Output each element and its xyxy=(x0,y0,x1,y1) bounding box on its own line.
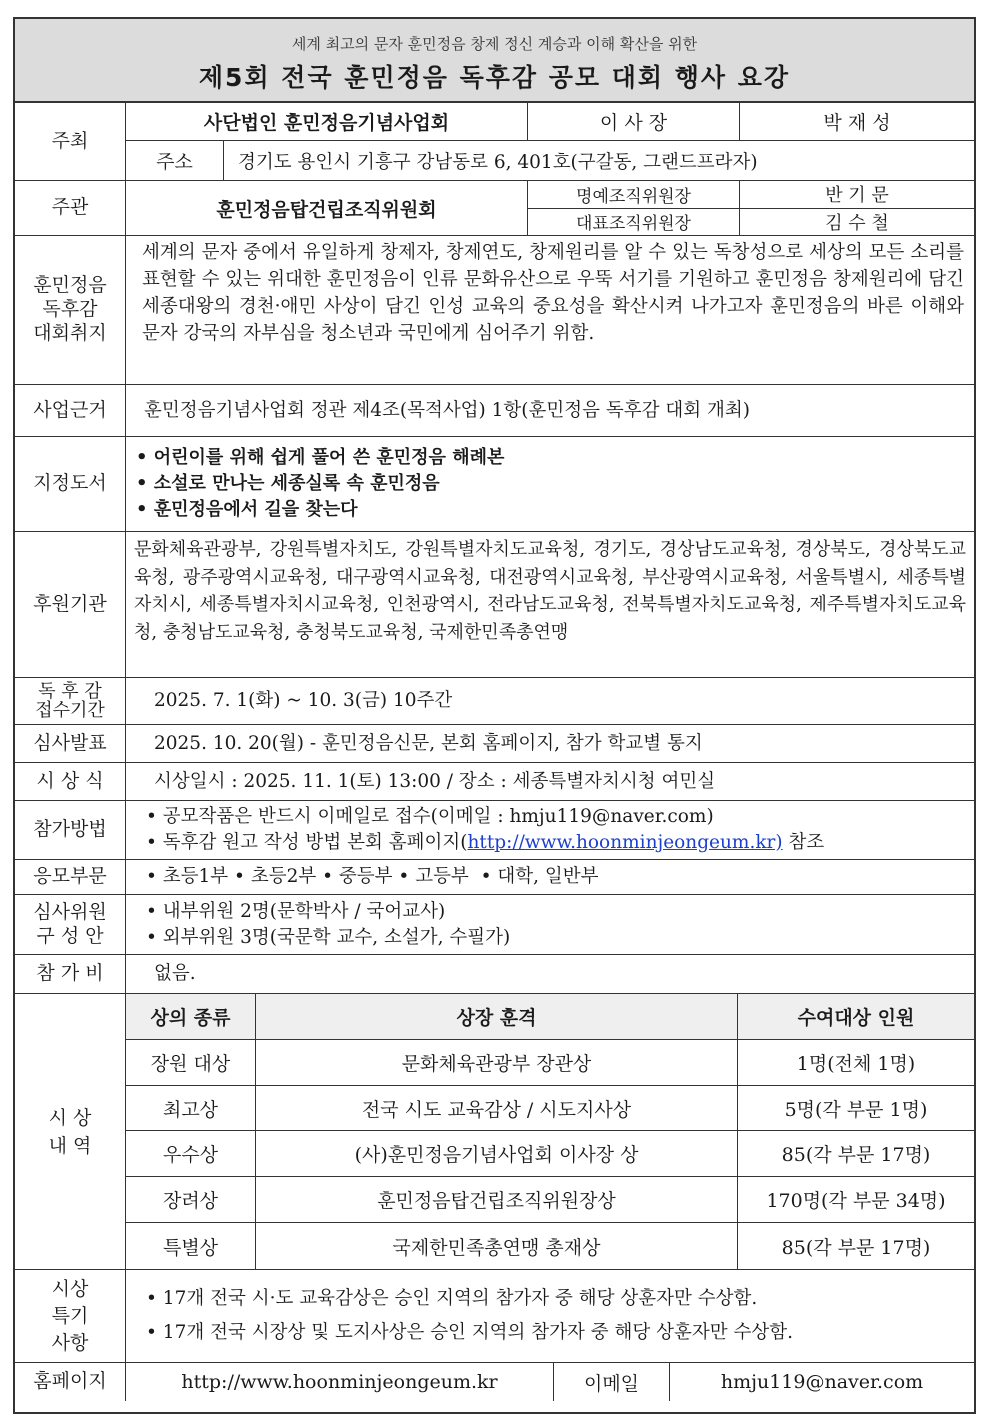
organizer-role-honorary: 명예조직위원장 xyxy=(528,181,740,208)
ceremony-text: 시상일시 : 2025. 11. 1(토) 13:00 / 장소 : 세종특별자치시청 여민실 xyxy=(154,770,716,792)
purpose-label-line: 훈민정음 xyxy=(33,274,107,297)
notes-item: • 17개 전국 시·도 교육감상은 승인 지역의 참가자 중 해당 상훈자만 수상함. xyxy=(146,1288,758,1309)
notes-row xyxy=(15,1270,974,1363)
book-item: • 어린이를 위해 쉽게 풀어 쓴 훈민정음 해례본 xyxy=(136,447,505,468)
award-title: (사)훈민정음기념사업회 이사장 상 xyxy=(256,1131,738,1176)
purpose-label-line: 독후감 xyxy=(42,298,98,321)
awards-table xyxy=(126,994,974,1269)
award-type: 장려상 xyxy=(126,1177,256,1222)
fee-row xyxy=(15,955,974,994)
notes-label-line: 사항 xyxy=(51,1331,89,1354)
division-text: • 초등1부 • 초등2부 • 중등부 • 고등부 • 대학, 일반부 xyxy=(146,866,599,887)
host-role: 이 사 장 xyxy=(528,103,740,140)
award-title: 전국 시도 교육감상 / 시도지사상 xyxy=(256,1086,738,1131)
method-line-suffix: 참조 xyxy=(782,832,825,853)
table-row xyxy=(126,1177,974,1223)
division-label: 응모부문 xyxy=(15,860,126,894)
judges-label-line: 구 성 안 xyxy=(36,924,104,947)
footer-email[interactable]: hmju119@naver.com xyxy=(720,1371,924,1393)
award-type: 장원 대상 xyxy=(126,1040,256,1085)
notes-label-line: 시상 xyxy=(51,1277,89,1300)
host-person: 박 재 성 xyxy=(823,112,891,134)
awards-label xyxy=(15,994,126,1269)
announce-label: 심사발표 xyxy=(15,725,126,762)
method-line xyxy=(146,830,964,856)
notes-text xyxy=(126,1270,974,1362)
basis-text: 훈민정음기념사업회 정관 제4조(목적사업) 1항(훈민정음 독후감 대회 개최) xyxy=(144,399,750,421)
method-text xyxy=(126,801,974,859)
period-text: 2025. 7. 1(화) ~ 10. 3(금) 10주간 xyxy=(154,690,453,711)
judges-label xyxy=(15,895,126,954)
ceremony-row xyxy=(15,763,974,801)
book-item: • 훈민정음에서 길을 찾는다 xyxy=(136,499,358,520)
ceremony-label: 시 상 식 xyxy=(15,763,126,800)
judges-label-line: 심사위원 xyxy=(33,900,107,923)
host-organization: 사단법인 훈민정음기념사업회 xyxy=(126,103,528,140)
host-address: 경기도 용인시 기흥구 강남동로 6, 401호(구갈동, 그랜드프라자) xyxy=(238,151,758,173)
period-label xyxy=(15,678,126,724)
document-header xyxy=(15,19,974,103)
judges-line: • 내부위원 2명(문학박사 / 국어교사) xyxy=(146,900,446,922)
organizer-label: 주관 xyxy=(15,181,126,235)
award-type: 최고상 xyxy=(126,1086,256,1131)
table-row xyxy=(126,1040,974,1086)
sponsors-row xyxy=(15,532,974,678)
award-count: 5명(각 부문 1명) xyxy=(784,1098,928,1121)
organizer-person-honorary: 반 기 문 xyxy=(825,185,889,207)
table-row xyxy=(126,1131,974,1177)
purpose-text: 세계의 문자 중에서 유일하게 창제자, 창제연도, 창제원리를 알 수 있는 독창성으로 세상의 모든 소리를 표현할 수 있는 위대한 훈민정음이 인류 문화유산으로 우뚝 서기를 기원하고 훈민정음 창제원리에 담긴 세종대왕의 경천·애민 사상이 담긴 인성 교육의 중요성을 확산시켜 나가고자 훈민정음의 바른 이해와 문자 강국의 자부심을 청소년과 국민에게 심어주기 위함. xyxy=(142,242,964,344)
organizer-organization: 훈민정음탑건립조직위원회 xyxy=(126,181,528,235)
notes-label xyxy=(15,1270,126,1362)
table-row xyxy=(126,1223,974,1269)
awards-header-type: 상의 종류 xyxy=(126,994,256,1039)
notes-item: • 17개 전국 시장상 및 도지사상은 승인 지역의 참가자 중 해당 상훈자만 수상함. xyxy=(146,1322,794,1343)
awards-header-count: 수여대상 인원 xyxy=(797,1006,915,1029)
period-row xyxy=(15,678,974,725)
period-label-line: 접수기간 xyxy=(35,700,105,721)
award-count: 1명(전체 1명) xyxy=(796,1052,916,1075)
awards-label-line: 내 역 xyxy=(48,1134,92,1157)
organizer-row xyxy=(15,181,974,236)
award-title: 문화체육관광부 장관상 xyxy=(256,1040,738,1085)
contest-guideline-document xyxy=(13,17,976,1414)
books-row xyxy=(15,437,974,532)
award-count: 170명(각 부문 34명) xyxy=(766,1190,946,1213)
awards-header-row xyxy=(126,994,974,1040)
award-count: 85(각 부문 17명) xyxy=(781,1144,931,1167)
book-item: • 소설로 만나는 세종실록 속 훈민정음 xyxy=(136,473,440,494)
award-type: 우수상 xyxy=(126,1131,256,1176)
judges-text xyxy=(126,895,974,954)
award-type: 특별상 xyxy=(126,1223,256,1269)
host-label: 주최 xyxy=(15,103,126,180)
awards-header-title: 상장 훈격 xyxy=(256,994,738,1039)
awards-label-line: 시 상 xyxy=(48,1106,92,1129)
document-title: 제5회 전국 훈민정음 독후감 공모 대회 행사 요강 xyxy=(198,63,791,92)
method-line-text: • 독후감 원고 작성 방법 본회 홈페이지( xyxy=(146,832,468,853)
division-row xyxy=(15,860,974,895)
homepage-link[interactable]: http://www.hoonminjeongeum.kr) xyxy=(467,832,783,853)
method-line: • 공모작품은 반드시 이메일로 접수(이메일 : hmju119@naver.com) xyxy=(146,806,714,827)
books-label: 지정도서 xyxy=(15,437,126,531)
organizer-person-representative: 김 수 철 xyxy=(825,212,889,234)
table-row xyxy=(126,1086,974,1132)
announce-row xyxy=(15,725,974,763)
judges-line: • 외부위원 3명(국문학 교수, 소설가, 수필가) xyxy=(146,926,511,948)
sponsors-text: 문화체육관광부, 강원특별자치도, 강원특별자치도교육청, 경기도, 경상남도교육청, 경상북도, 경상북도교육청, 광주광역시교육청, 대구광역시교육청, 대전광역시교육청, 부산광역시교육청, 서울특별시, 세종특별자치시, 세종특별자치시교육청, 인천광역시, 전라남도교육청, 전북특별자치도교육청, 제주특별자치도교육청, 충청남도교육청, 충청북도교육청, 국제한민족총연맹 xyxy=(134,539,966,643)
organizer-role-representative: 대표조직위원장 xyxy=(528,209,740,236)
purpose-row xyxy=(15,236,974,385)
purpose-label-line: 대회취지 xyxy=(33,321,107,344)
purpose-label xyxy=(15,236,126,384)
notes-label-line: 특기 xyxy=(51,1304,89,1327)
host-row xyxy=(15,103,974,181)
footer-row xyxy=(15,1363,974,1401)
judges-row xyxy=(15,895,974,955)
email-label: 이메일 xyxy=(554,1363,670,1401)
award-title: 훈민정음탑건립조직위원장상 xyxy=(256,1177,738,1222)
period-label-line: 독 후 감 xyxy=(38,681,102,702)
fee-label: 참 가 비 xyxy=(15,955,126,993)
award-count: 85(각 부문 17명) xyxy=(781,1236,931,1259)
homepage-label: 홈페이지 xyxy=(15,1363,126,1401)
basis-row xyxy=(15,385,974,437)
footer-homepage[interactable]: http://www.hoonminjeongeum.kr xyxy=(126,1363,554,1401)
method-label: 참가방법 xyxy=(15,801,126,859)
address-label: 주소 xyxy=(126,141,224,180)
awards-row xyxy=(15,994,974,1270)
award-title: 국제한민족총연맹 총재상 xyxy=(256,1223,738,1269)
basis-label: 사업근거 xyxy=(15,385,126,436)
document-subtitle: 세계 최고의 문자 훈민정음 창제 정신 계승과 이해 확산을 위한 xyxy=(291,35,698,53)
announce-text: 2025. 10. 20(월) - 훈민정음신문, 본회 홈페이지, 참가 학교별 통지 xyxy=(154,732,703,754)
books-list xyxy=(126,437,974,531)
method-row xyxy=(15,801,974,860)
fee-text: 없음. xyxy=(154,963,196,984)
sponsors-label: 후원기관 xyxy=(15,532,126,677)
